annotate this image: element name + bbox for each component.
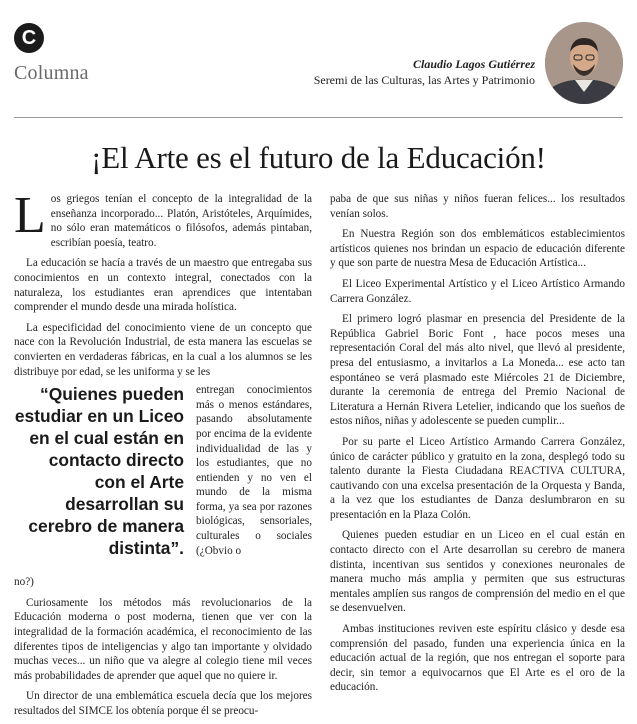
pull-quote: “Quienes pueden estudiar en un Liceo en el cual están en contacto directo con el Arte desarrollan su cerebro de manera distinta”. [14, 384, 184, 559]
paragraph-4: Curiosamente los métodos más revolucionarios de la Educación moderna o post moderna, tienen que ver con la integralidad de la formación académica, el reconocimiento de las diferentes tipos de inteligencias y algo tan importante y olvidado muchas veces... un niño que va alegre al colegio tiene mil veces más probabilidades de aprender que aquel que no quiere ir. [14, 596, 312, 682]
author-name: Claudio Lagos Gutiérrez [412, 57, 535, 71]
headline: ¡El Arte es el futuro de la Educación! [91, 140, 546, 175]
section-label: Columna [14, 62, 89, 84]
paragraph-9: El primero logró plasmar en presencia del Presidente de la República Gabriel Boric Font , hace pocos meses una representación Coral del más alto nivel, que llevó al presidente, presa del entusiasmo, a invitarlos a La Moneda... ese acto tan espontáneo se verá plasmado este Miércoles 21 de Diciembre, durante la ceremonia de entrega del Premio Nacional de Literatura a Hernán Rivera Letelier, indicando que los sueños de estos niños, niñas y adolescente se pueden cumplir... [330, 313, 625, 428]
paragraph-12: Ambas instituciones reviven este espíritu clásico y desde esa comprensión del pasado, funden una experiencia única en la educación actual de la región, que nos entregan el soporte para decir, sin temor a equivocarnos que El Arte es el oro de la educación. [330, 623, 625, 694]
paragraph-3-continued: entregan conocimientos más o menos estándares, pasando absolutamente por encima de la evidente individualidad de las y los estudiantes, que no entienden y no ven el mundo de la misma forma, ya sea por razones biológicas, sensoriales, culturales o sociales (¿Obvio o [196, 384, 312, 557]
paragraph-8: El Liceo Experimental Artístico y el Liceo Artístico Armando Carrera González. [330, 277, 625, 305]
right-column [330, 192, 625, 701]
paragraph-1: Los griegos tenían el concepto de la integralidad de la enseñanza incorporado... Platón, Aristóteles, Arquímides, no sólo eran matemáticos o filósofos, además pintaban, escribían poesía, teatro. [14, 187, 312, 249]
paragraph-3-tail: no?) [14, 576, 34, 589]
paragraph-2: La educación se hacía a través de un maestro que entregaba sus conocimientos en un contexto integral, conectados con la naturaleza, los estudiantes eran aprendices que intentaban comprender el mundo desde una mirada holística. [14, 257, 312, 314]
left-column [14, 187, 312, 724]
paragraph-5: Un director de una emblemática escuela decía que los mejores resultados del SIMCE los obtenía porque él se preocu- [14, 690, 312, 717]
paragraph-6: paba de que sus niñas y niños fueran felices... los resultados venían solos. [330, 193, 625, 220]
logo-badge [14, 23, 44, 53]
drop-cap: L [14, 187, 46, 244]
paragraph-10: Por su parte el Liceo Artístico Armando Carrera González, único de carácter público y gratuito en la zona, desplegó todo su talento durante la Fiesta Ciudadana REACTIVA CULTURA, cautivando con una excelsa presentación de la Orquesta y Banda, a la vez que los estudiantes de Danza deslumbraron en su presentación en la Plaza Colón. [330, 435, 625, 521]
author-title: Seremi de las Culturas, las Artes y Patrimonio [313, 73, 535, 87]
header-divider [14, 117, 623, 118]
logo-letter: C [21, 26, 37, 49]
paragraph-7: En Nuestra Región son dos emblemáticos establecimientos artísticos quienes nos brindan un espacio de educación diferente y que son parte de nuestra Mesa de Educación Artística... [330, 228, 625, 270]
paragraph-3: La especificidad del conocimiento viene de un concepto que nace con la Revolución Industrial, de esta manera las escuelas se convierten en verdaderas fábricas, en la cual a los alumnos se les distribuye por edad, se les uniforma y se les [14, 321, 312, 378]
author-byline [314, 56, 535, 88]
pull-quote-block [14, 383, 312, 571]
author-photo [545, 22, 623, 104]
paragraph-11: Quienes pueden estudiar en un Liceo en el cual están en contacto directo con el Arte desarrollan su cerebro de manera distinta, incentivan sus sentidos y conexiones neuronales de manera mucho más amplia y permiten que sus estructuras mentales amplíen sus rangos de comprensión del medio en el que se desenvuelven. [330, 529, 625, 615]
